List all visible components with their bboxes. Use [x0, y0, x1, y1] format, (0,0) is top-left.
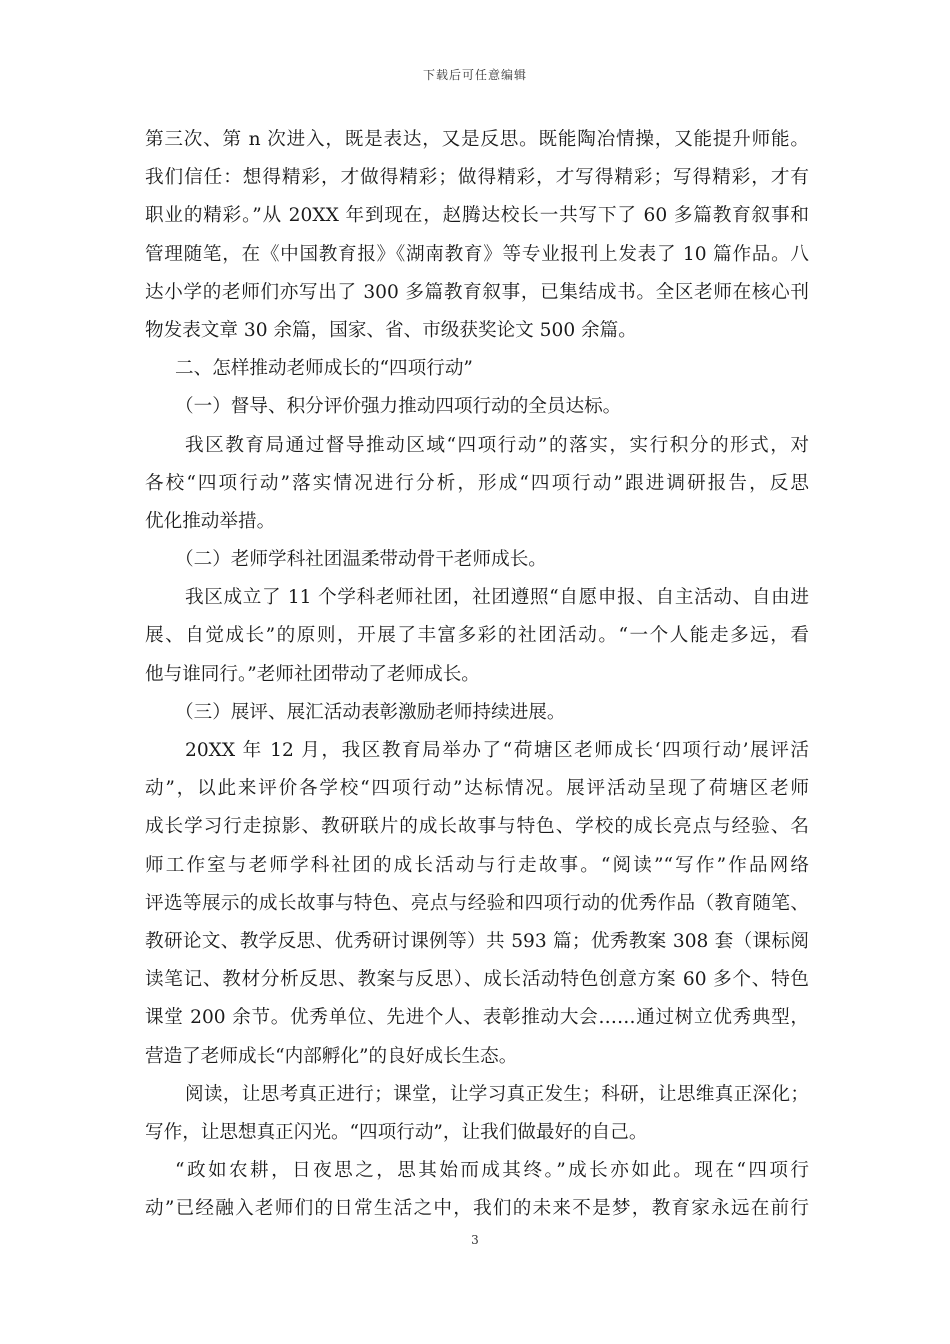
text-line: 展、自觉成长”的原则，开展了丰富多彩的社团活动。“一个人能走多远，看 [145, 625, 809, 647]
text-line: 他与谁同行。”老师社团带动了老师成长。 [145, 663, 480, 685]
text-line: 成长学习行走掠影、教研联片的成长故事与特色、学校的成长亮点与经验、名 [145, 816, 809, 838]
text-line: 教研论文、教学反思、优秀研讨课例等）共 593 篇；优秀教案 308 套（课标阅 [145, 930, 809, 952]
text-line: 物发表文章 30 余篇，国家、省、市级获奖论文 500 余篇。 [145, 319, 637, 341]
page-number: 3 [471, 1233, 479, 1247]
text-line: 优化推动举措。 [145, 510, 276, 532]
text-line: 各校“四项行动”落实情况进行分析，形成“四项行动”跟进调研报告，反思 [145, 472, 809, 494]
text-line: 读笔记、教材分析反思、教案与反思）、成长活动特色创意方案 60 多个、特色 [145, 969, 809, 991]
document-body [145, 121, 809, 1228]
section-heading: 二、怎样推动老师成长的“四项行动” [175, 358, 473, 380]
text-line: 我们信任：想得精彩，才做得精彩；做得精彩，才写得精彩；写得精彩，才有 [145, 167, 809, 189]
text-line: 评选等展示的成长故事与特色、亮点与经验和四项行动的优秀作品（教育随笔、 [145, 892, 809, 914]
text-line: 营造了老师成长“内部孵化”的良好成长生态。 [145, 1045, 518, 1067]
text-line: 第三次、第 n 次进入，既是表达，又是反思。既能陶冶情操，又能提升师能。 [145, 129, 809, 150]
text-line: 师工作室与老师学科社团的成长活动与行走故事。“阅读”“写作”作品网络 [145, 854, 809, 876]
page-header: 下载后可任意编辑 [422, 68, 527, 82]
text-line: 20XX 年 12 月，我区教育局举办了“荷塘区老师成长‘四项行动’展评活 [185, 740, 809, 761]
subsection-heading: （一）督导、积分评价强力推动四项行动的全员达标。 [175, 396, 622, 418]
text-line: 我区教育局通过督导推动区域“四项行动”的落实，实行积分的形式，对 [185, 434, 809, 456]
text-line: 动”已经融入老师们的日常生活之中，我们的未来不是梦，教育家永远在前行 [145, 1198, 809, 1220]
text-line: “政如农耕，日夜思之，思其始而成其终。”成长亦如此。现在“四项行 [175, 1160, 809, 1182]
subsection-heading: （二）老师学科社团温柔带动骨干老师成长。 [175, 549, 547, 571]
text-line: 写作，让思想真正闪光。“四项行动”，让我们做最好的自己。 [145, 1121, 648, 1143]
subsection-heading: （三）展评、展汇活动表彰激励老师持续进展。 [175, 701, 566, 723]
text-line: 动”，以此来评价各学校“四项行动”达标情况。展评活动呈现了荷塘区老师 [145, 778, 809, 800]
text-line: 我区成立了 11 个学科老师社团，社团遵照“自愿申报、自主活动、自由进 [185, 587, 809, 609]
text-line: 阅读，让思考真正进行；课堂，让学习真正发生；科研，让思维真正深化； [185, 1083, 809, 1105]
text-line: 管理随笔，在《中国教育报》《湖南教育》等专业报刊上发表了 10 篇作品。八 [145, 243, 809, 265]
text-line: 达小学的老师们亦写出了 300 多篇教育叙事，已集结成书。全区老师在核心刊 [145, 281, 809, 303]
text-line: 课堂 200 余节。优秀单位、先进个人、表彰推动大会……通过树立优秀典型， [145, 1007, 809, 1029]
text-line: 职业的精彩。”从 20XX 年到现在，赵腾达校长一共写下了 60 多篇教育叙事和 [145, 205, 809, 227]
